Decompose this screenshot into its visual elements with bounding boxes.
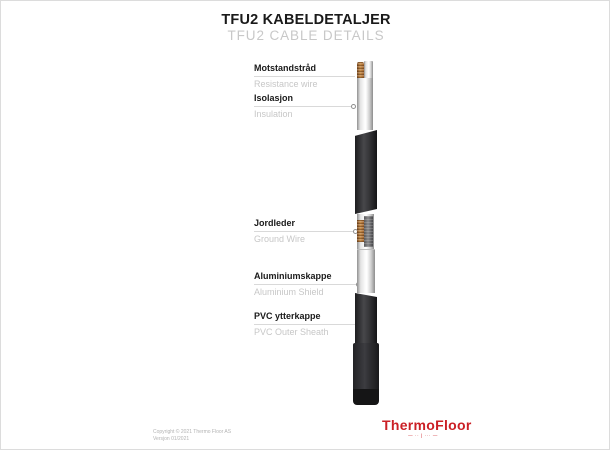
- leader-line: [254, 231, 353, 232]
- header: [1, 13, 610, 43]
- label-name: PVC ytterkappe: [254, 311, 321, 321]
- leader-line: [254, 324, 358, 325]
- logo-wordmark: ThermoFloor: [382, 417, 472, 433]
- copyright-text: [153, 429, 231, 443]
- cable-outer-sheath-upper: [355, 130, 377, 214]
- label-name: Jordleder: [254, 218, 296, 228]
- label-group-ground-wire: [254, 218, 366, 246]
- page-title: TFU2 KABELDETALJER: [221, 12, 391, 28]
- cable-end-cap: [353, 389, 379, 405]
- copyright-line1: Copyright © 2021 Thermo Floor AS: [153, 429, 232, 435]
- label-translation: Insulation: [254, 109, 293, 119]
- cable-ground-wire: [357, 220, 364, 242]
- label-group-resistance-wire: [254, 63, 366, 91]
- leader-line: [254, 76, 355, 77]
- label-group-aluminium-shield: [254, 271, 366, 299]
- cable-shield-braid: [364, 216, 373, 247]
- cable-aluminium-shield: [357, 249, 375, 293]
- label-translation: Ground Wire: [254, 234, 306, 244]
- label-translation: Resistance wire: [254, 79, 318, 89]
- cable-diagram: [353, 61, 379, 405]
- cable-top-jacket: [364, 61, 373, 78]
- cable-end-sleeve: [353, 343, 379, 389]
- label-name: Aluminiumskappe: [254, 271, 332, 281]
- label-name: Motstandstråd: [254, 63, 317, 73]
- cable-pvc-outer-sheath: [355, 293, 377, 343]
- leader-line: [254, 284, 356, 285]
- page-subtitle: TFU2 CABLE DETAILS: [227, 28, 385, 44]
- leader-line: [254, 106, 351, 107]
- thermofloor-logo: [382, 417, 472, 439]
- copyright-line2: Versjon 01/2021: [153, 436, 190, 442]
- label-group-insulation: [254, 93, 366, 121]
- label-name: Isolasjon: [254, 93, 294, 103]
- label-translation: PVC Outer Sheath: [254, 327, 329, 337]
- cable-insulation: [357, 78, 373, 130]
- cable-resistance-wire: [357, 62, 364, 78]
- label-group-pvc-outer-sheath: [254, 311, 366, 339]
- label-translation: Aluminium Shield: [254, 287, 324, 297]
- logo-tagline: — ·· | ··· —: [408, 433, 438, 438]
